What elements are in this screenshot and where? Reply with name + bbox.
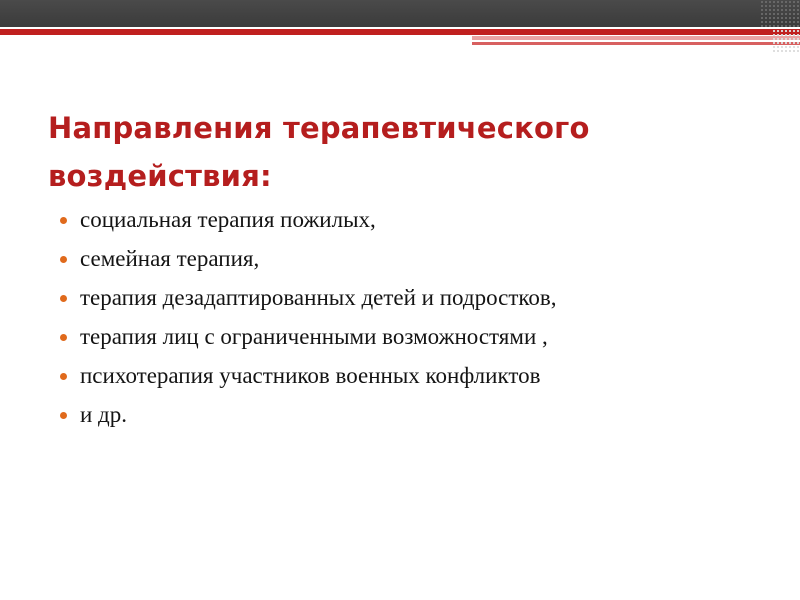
bullet-text: терапия дезадаптированных детей и подростков, (80, 285, 557, 310)
accent-line (0, 29, 800, 35)
bullet-dot-icon (60, 334, 67, 341)
accent-line-secondary (472, 42, 800, 45)
corner-dot-pattern (772, 29, 800, 53)
bullet-item (56, 320, 736, 353)
slide-title: Направления терапевтического воздействия: (48, 111, 590, 193)
bullet-text: психотерапия участников военных конфликтов (80, 363, 541, 388)
bullet-item (56, 203, 736, 236)
bullet-dot-icon (60, 373, 67, 380)
bullet-item (56, 281, 736, 314)
bullet-dot-icon (60, 295, 67, 302)
bullet-item (56, 359, 736, 392)
bullet-text: семейная терапия, (80, 246, 260, 271)
accent-line-pale (472, 36, 800, 40)
bullet-dot-icon (60, 217, 67, 224)
bullet-text: социальная терапия пожилых, (80, 207, 376, 232)
bullet-list (56, 203, 736, 437)
header-band (0, 0, 800, 27)
bullet-item (56, 242, 736, 275)
bullet-dot-icon (60, 412, 67, 419)
bullet-text: терапия лиц с ограниченными возможностями , (80, 324, 548, 349)
bullet-dot-icon (60, 256, 67, 263)
header-dot-pattern (760, 0, 800, 27)
bullet-item (56, 398, 736, 431)
bullet-text: и др. (80, 402, 128, 427)
